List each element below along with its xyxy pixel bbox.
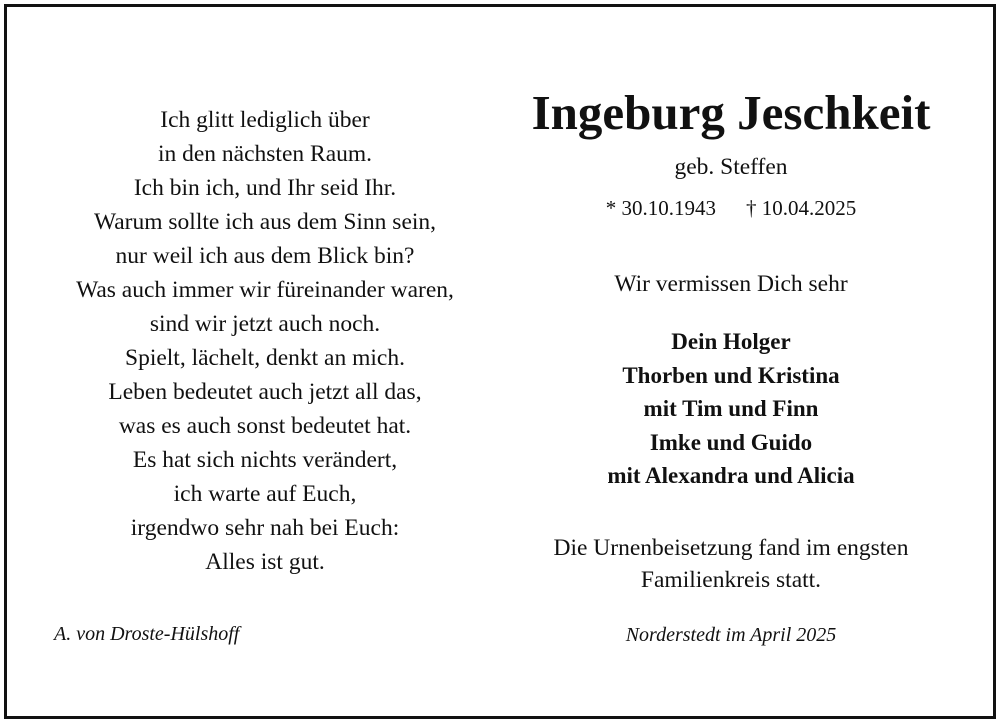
poem-line: Spielt, lächelt, denkt an mich. — [125, 345, 405, 371]
family-member: Thorben und Kristina — [622, 362, 840, 388]
deceased-name: Ingeburg Jeschkeit — [531, 85, 931, 140]
poem-author: A. von Droste-Hülshoff — [54, 623, 240, 645]
poem-line: in den nächsten Raum. — [157, 141, 373, 167]
poem-line: nur weil ich aus dem Blick bin? — [115, 243, 415, 269]
poem-line: sind wir jetzt auch noch. — [149, 311, 381, 337]
family-member: Imke und Guido — [649, 429, 813, 455]
family-member: mit Alexandra und Alicia — [607, 463, 855, 488]
birth-date: * 30.10.1943 — [605, 196, 716, 220]
poem-line: Alles ist gut. — [205, 549, 325, 575]
family-list — [500, 325, 962, 493]
poem-line: ich warte auf Euch, — [173, 481, 357, 507]
poem-line: irgendwo sehr nah bei Euch: — [130, 515, 400, 541]
place-date: Norderstedt im April 2025 — [625, 624, 837, 646]
poem-line: Warum sollte ich aus dem Sinn sein, — [93, 209, 437, 235]
birth-name: geb. Steffen — [674, 154, 788, 180]
poem-line: Was auch immer wir füreinander waren, — [76, 277, 454, 303]
poem — [40, 103, 490, 579]
burial-line: Familienkreis statt. — [640, 567, 822, 593]
poem-line: Leben bedeutet auch jetzt all das, — [108, 379, 422, 405]
life-dates — [500, 192, 962, 224]
message: Wir vermissen Dich sehr — [614, 271, 848, 297]
death-date: † 10.04.2025 — [746, 196, 857, 220]
poem-line: Es hat sich nichts verändert, — [132, 447, 398, 473]
poem-line: Ich glitt lediglich über — [160, 107, 370, 133]
family-member: mit Tim und Finn — [643, 396, 819, 421]
burial-line: Die Urnenbeisetzung fand im engsten — [553, 535, 909, 561]
family-member: Dein Holger — [671, 329, 791, 354]
poem-line: was es auch sonst bedeutet hat. — [118, 413, 412, 439]
burial-note — [500, 532, 962, 596]
poem-line: Ich bin ich, und Ihr seid Ihr. — [133, 175, 397, 201]
